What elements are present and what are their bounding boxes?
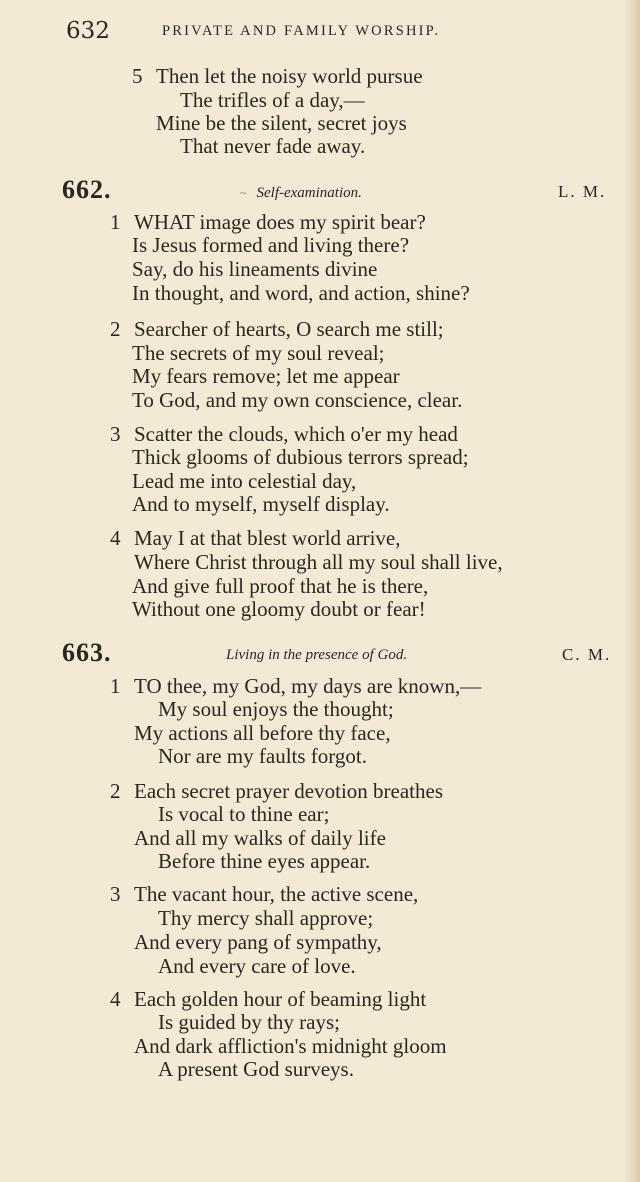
hymn-subject: Living in the presence of God. bbox=[226, 647, 408, 663]
stanza-number: 5 bbox=[132, 64, 143, 88]
verse-line: And every care of love. bbox=[158, 954, 356, 978]
hymn-number: 663. bbox=[62, 638, 112, 667]
page-edge bbox=[626, 0, 640, 1182]
verse-line: And all my walks of daily life bbox=[134, 826, 386, 850]
verse-line: May I at that blest world arrive, bbox=[134, 526, 401, 550]
page-number: 632 bbox=[66, 18, 110, 44]
verse-line: And give full proof that he is there, bbox=[132, 574, 429, 598]
verse-line: The secrets of my soul reveal; bbox=[132, 341, 385, 365]
stanza-number: 3 bbox=[110, 882, 121, 906]
verse-line: WHAT image does my spirit bear? bbox=[134, 210, 426, 234]
verse-line: TO thee, my God, my days are known,— bbox=[134, 674, 482, 698]
verse-line: Lead me into celestial day, bbox=[132, 469, 357, 493]
verse-line: The trifles of a day,— bbox=[180, 88, 365, 112]
verse-line: The vacant hour, the active scene, bbox=[134, 882, 419, 906]
verse-line: My actions all before thy face, bbox=[134, 721, 391, 745]
stanza-number: 2 bbox=[110, 779, 121, 803]
stanza-number: 1 bbox=[110, 210, 121, 234]
verse-line: Say, do his lineaments divine bbox=[132, 257, 378, 281]
stanza-number: 1 bbox=[110, 674, 121, 698]
hymn-subject: ~ Self-examination. bbox=[240, 185, 362, 201]
verse-line: And dark affliction's midnight gloom bbox=[134, 1034, 447, 1058]
verse-line: That never fade away. bbox=[180, 134, 366, 158]
verse-line: Scatter the clouds, which o'er my head bbox=[134, 422, 458, 446]
verse-line: Nor are my faults forgot. bbox=[158, 744, 367, 768]
verse-line: Where Christ through all my soul shall live, bbox=[134, 550, 503, 574]
running-header bbox=[66, 18, 600, 48]
verse-line: Is Jesus formed and living there? bbox=[132, 233, 410, 257]
verse-line: And every pang of sympathy, bbox=[134, 930, 382, 954]
verse-line: Is vocal to thine ear; bbox=[158, 802, 330, 826]
verse-line: Thick glooms of dubious terrors spread; bbox=[132, 445, 469, 469]
running-title: PRIVATE AND FAMILY WORSHIP. bbox=[162, 23, 441, 39]
verse-line: Without one gloomy doubt or fear! bbox=[132, 597, 426, 621]
stanza-number: 4 bbox=[110, 526, 121, 550]
ornament-icon: ~ bbox=[240, 186, 247, 200]
hymn-meter: C. M. bbox=[562, 645, 612, 664]
stanza-number: 3 bbox=[110, 422, 121, 446]
verse-line: My soul enjoys the thought; bbox=[158, 697, 394, 721]
verse-line: In thought, and word, and action, shine? bbox=[132, 281, 470, 305]
verse-line: Then let the noisy world pursue bbox=[156, 64, 423, 88]
hymn-number: 662. bbox=[62, 175, 112, 204]
stanza-number: 4 bbox=[110, 987, 121, 1011]
hymn-meter: L. M. bbox=[558, 182, 607, 201]
verse-line: Is guided by thy rays; bbox=[158, 1010, 340, 1034]
verse-line: Searcher of hearts, O search me still; bbox=[134, 317, 444, 341]
verse-line: To God, and my own conscience, clear. bbox=[132, 388, 463, 412]
verse-line: My fears remove; let me appear bbox=[132, 364, 400, 388]
verse-line: Mine be the silent, secret joys bbox=[156, 111, 407, 135]
verse-line: Thy mercy shall approve; bbox=[158, 906, 374, 930]
verse-line: Before thine eyes appear. bbox=[158, 849, 371, 873]
verse-line: A present God surveys. bbox=[158, 1057, 354, 1081]
verse-line: Each golden hour of beaming light bbox=[134, 987, 427, 1011]
verse-line: Each secret prayer devotion breathes bbox=[134, 779, 444, 803]
stanza-number: 2 bbox=[110, 317, 121, 341]
verse-line: And to myself, myself display. bbox=[132, 492, 390, 516]
